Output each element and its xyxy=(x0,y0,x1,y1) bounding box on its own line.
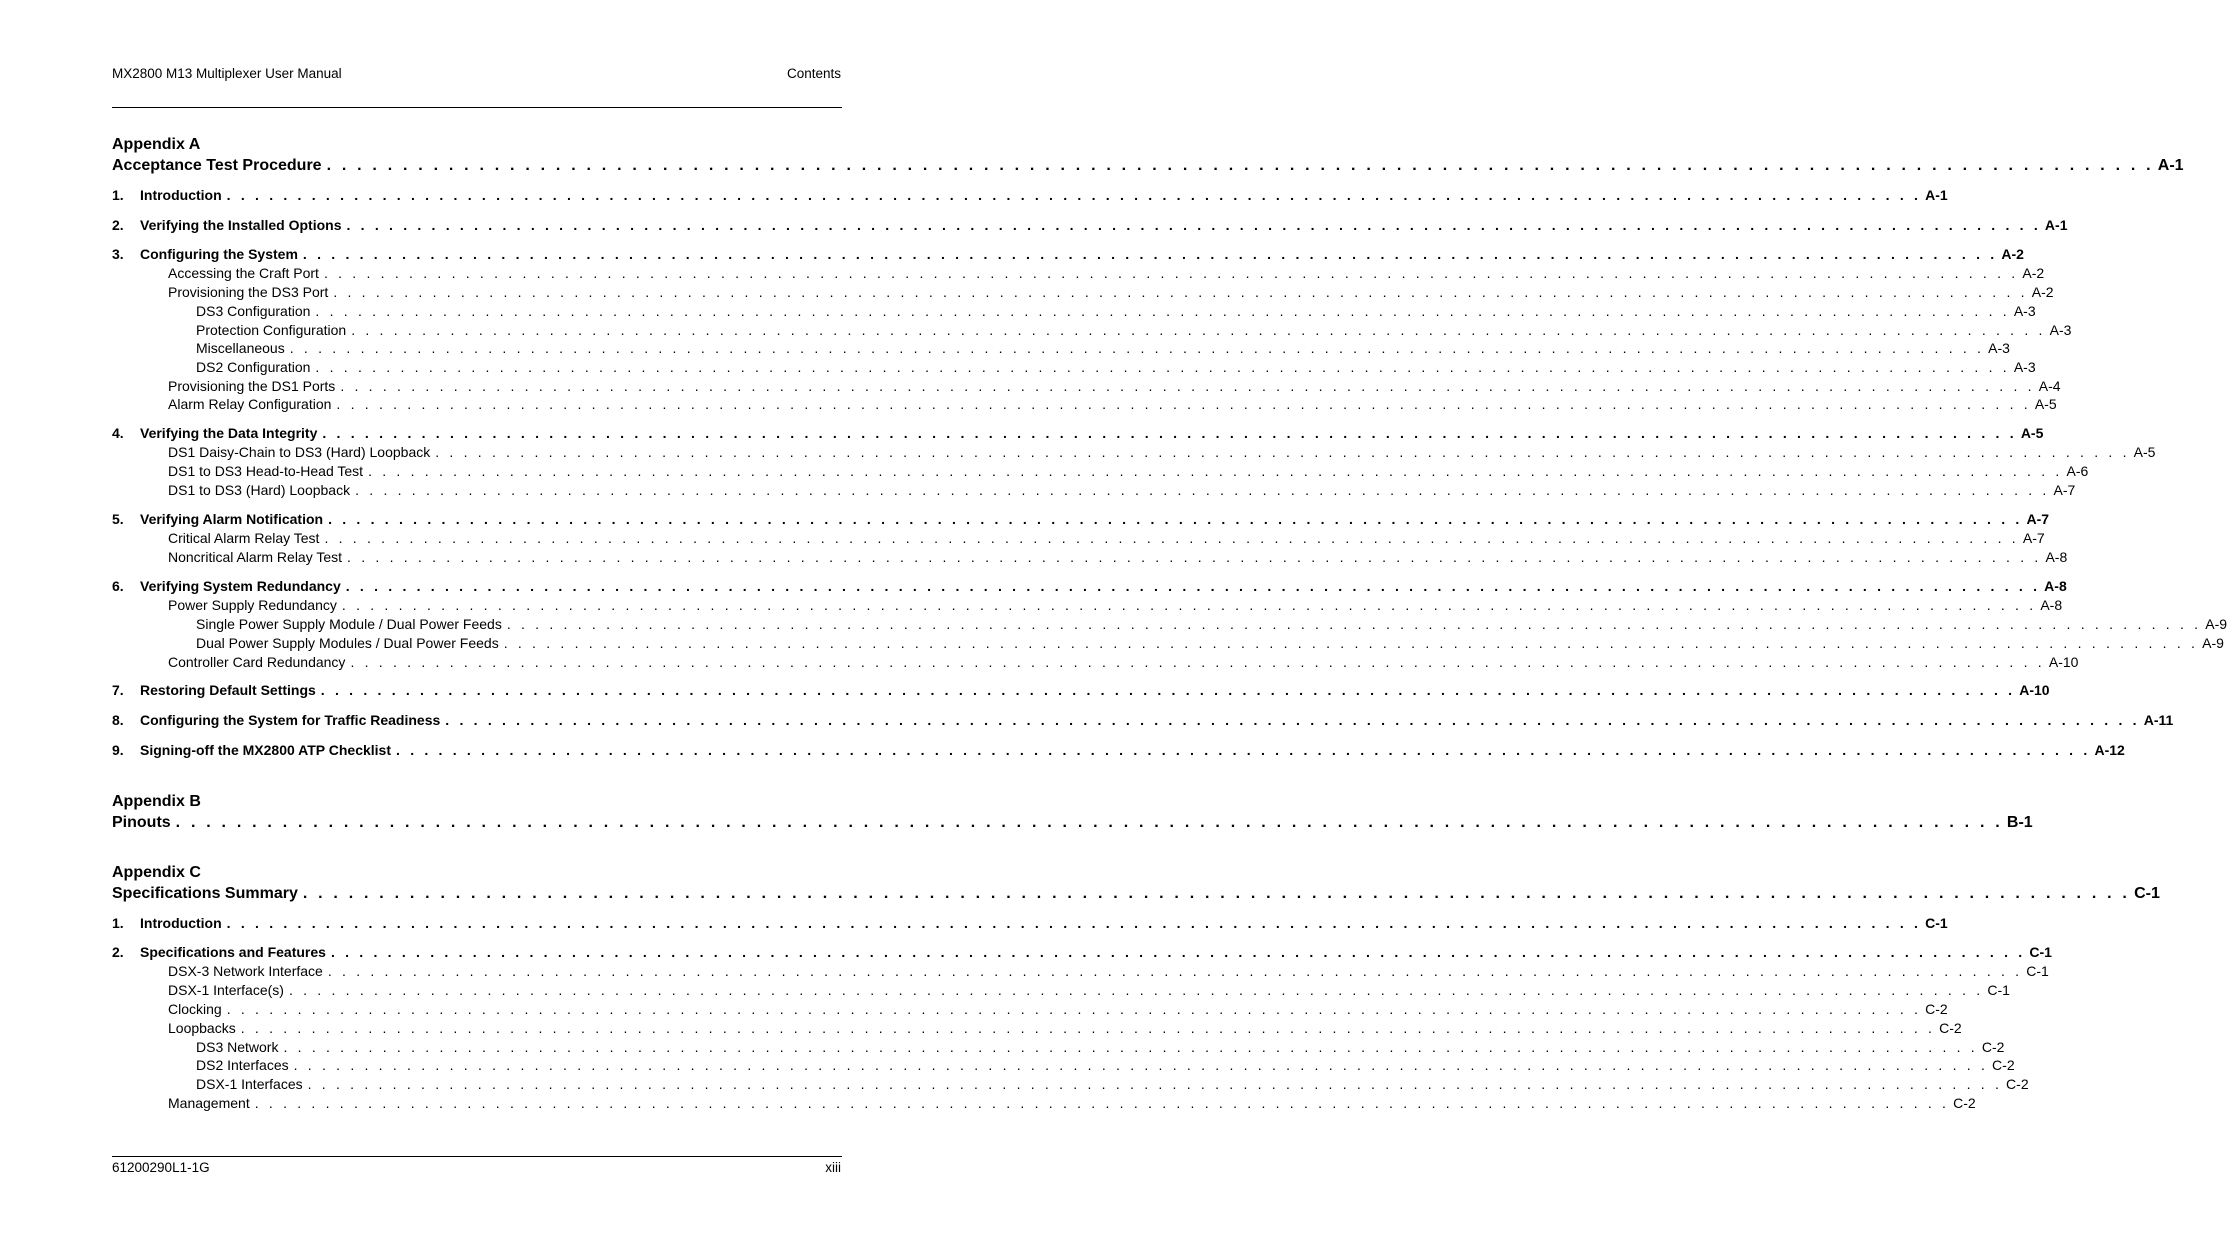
toc-entry-page: C-1 xyxy=(1925,915,1948,931)
toc-entry[interactable] xyxy=(112,358,2036,377)
toc-leader-dots: . . . . . . . . . . . . . . . . . . . . . . . . . . . . . . . . . . . . . . . . . . . . . . . . . . . . . . . . . . . . . . . . . . . . . . . . . . . . . . . . . . . . . . . . . . . . . . . . . . . . . . . . . . . . . . . . . . . . . . . . xyxy=(324,530,2019,546)
toc-entry[interactable] xyxy=(112,615,2227,634)
toc-entry-title: Power Supply Redundancy xyxy=(168,596,342,615)
toc-entry-page: A-7 xyxy=(2053,482,2076,498)
toc-entry-number: 7. xyxy=(112,682,124,698)
toc-leader-dots: . . . . . . . . . . . . . . . . . . . . . . . . . . . . . . . . . . . . . . . . . . . . . . . . . . . . . . . . . . . . . . . . . . . . . . . . . . . . . . . . . . . . . . . . . . . . . . . . . . . . . . . . . . . . . . . . . . . . . . . . xyxy=(347,549,2042,565)
toc-entry-title: DS3 Configuration xyxy=(196,302,315,321)
toc-leader-dots: . . . . . . . . . . . . . . . . . . . . . . . . . . . . . . . . . . . . . . . . . . . . . . . . . . . . . . . . . . . . . . . . . . . . . . . . . . . . . . . . . . . . . . . . . . . . . . . . . . . . . . . . . . . . . . . . . . . . . . . . xyxy=(326,157,2154,174)
toc-entry-title: DSX-1 Interface(s) xyxy=(168,981,289,1000)
toc-entry-title: Accessing the Craft Port xyxy=(168,264,324,283)
toc-leader-dots: . . . . . . . . . . . . . . . . . . . . . . . . . . . . . . . . . . . . . . . . . . . . . . . . . . . . . . . . . . . . . . . . . . . . . . . . . . . . . . . . . . . . . . . . . . . . . . . . . . . . . . . . . . . . . . . . . . . . . . . . xyxy=(346,217,2041,233)
toc-entry-title: DSX-1 Interfaces xyxy=(196,1075,308,1094)
toc-entry-title: Specifications Summary xyxy=(112,883,303,904)
toc-entry-page: C-2 xyxy=(1939,1020,1962,1036)
toc-entry-page: A-4 xyxy=(2038,378,2061,394)
toc-entry[interactable] xyxy=(112,548,2068,567)
toc-leader-dots: . . . . . . . . . . . . . . . . . . . . . . . . . . . . . . . . . . . . . . . . . . . . . . . . . . . . . . . . . . . . . . . . . . . . . . . . . . . . . . . . . . . . . . . . . . . . . . . . . . . . . . . . . . . . . . . . . . . . . . . . xyxy=(506,616,2202,632)
toc-entry-page: C-2 xyxy=(1981,1039,2005,1055)
toc-entry-number: 2. xyxy=(112,217,124,233)
toc-entry-title: DS1 to DS3 (Hard) Loopback xyxy=(168,481,355,500)
toc-entry[interactable] xyxy=(112,264,2045,283)
toc-leader-dots: . . . . . . . . . . . . . . . . . . . . . . . . . . . . . . . . . . . . . . . . . . . . . . . . . . . . . . . . . . . . . . . . . . . . . . . . . . . . . . . . . . . . . . . . . . . . . . . . . . . . . . . . . . . . . . . . . . . . . . . . xyxy=(226,187,1922,203)
toc-entry-page: A-8 xyxy=(2040,597,2063,613)
toc-leader-dots: . . . . . . . . . . . . . . . . . . . . . . . . . . . . . . . . . . . . . . . . . . . . . . . . . . . . . . . . . . . . . . . . . . . . . . . . . . . . . . . . . . . . . . . . . . . . . . . . . . . . . . . . . . . . . . . . . . . . . . . . xyxy=(226,915,1922,931)
appendix-heading: Appendix C xyxy=(112,864,201,881)
toc-leader-dots: . . . . . . . . . . . . . . . . . . . . . . . . . . . . . . . . . . . . . . . . . . . . . . . . . . . . . . . . . . . . . . . . . . . . . . . . . . . . . . . . . . . . . . . . . . . . . . . . . . . . . . . . . . . . . . . . . . . . . . . . xyxy=(368,463,2063,479)
toc-entry-page: C-2 xyxy=(2006,1076,2029,1092)
toc-entry[interactable] xyxy=(112,529,2045,548)
appendix-heading: Appendix B xyxy=(112,793,201,810)
toc-entry-page: A-5 xyxy=(2133,444,2156,460)
toc-leader-dots: . . . . . . . . . . . . . . . . . . . . . . . . . . . . . . . . . . . . . . . . . . . . . . . . . . . . . . . . . . . . . . . . . . . . . . . . . . . . . . . . . . . . . . . . . . . . . . . . . . . . . . . . . . . . . . . . . . . . . . . . xyxy=(307,1076,2003,1092)
toc-entry[interactable] xyxy=(112,1038,2005,1057)
toc-entry[interactable] xyxy=(112,1094,1976,1113)
toc-entry-title: Clocking xyxy=(168,1000,227,1019)
toc-entry-title: DSX-3 Network Interface xyxy=(168,962,328,981)
toc-entry[interactable] xyxy=(112,1000,1948,1019)
toc-entry-page: A-3 xyxy=(1988,340,2010,356)
toc-entry[interactable] xyxy=(112,245,2024,264)
toc-leader-dots: . . . . . . . . . . . . . . . . . . . . . . . . . . . . . . . . . . . . . . . . . . . . . . . . . . . . . . . . . . . . . . . . . . . . . . . . . . . . . . . . . . . . . . . . . . . . . . . . . . . . . . . . . . . . . . . . . . . . . . . . xyxy=(340,378,2035,394)
toc-entry-page: B-1 xyxy=(2006,814,2033,831)
toc-entry-page: A-10 xyxy=(2019,682,2050,698)
toc-entry-page: C-1 xyxy=(2134,885,2160,902)
footer-rule xyxy=(112,1156,842,1157)
toc-entry-page: A-5 xyxy=(2020,425,2044,441)
toc-entry[interactable] xyxy=(112,596,2063,615)
toc-leader-dots: . . . . . . . . . . . . . . . . . . . . . . . . . . . . . . . . . . . . . . . . . . . . . . . . . . . . . . . . . . . . . . . . . . . . . . . . . . . . . . . . . . . . . . . . . . . . . . . . . . . . . . . . . . . . . . . . . . . . . . . . xyxy=(226,1001,1922,1017)
toc-entry-title: Introduction xyxy=(140,186,227,205)
toc-leader-dots: . . . . . . . . . . . . . . . . . . . . . . . . . . . . . . . . . . . . . . . . . . . . . . . . . . . . . . . . . . . . . . . . . . . . . . . . . . . . . . . . . . . . . . . . . . . . . . . . . . . . . . . . . . . . . . . . . . . . . . . . xyxy=(328,511,2023,527)
toc-entry-page: A-5 xyxy=(2034,396,2057,412)
appendix-heading: Appendix A xyxy=(112,136,201,153)
toc-entry-page: C-1 xyxy=(2029,944,2052,960)
toc-entry-title: Miscellaneous xyxy=(196,339,290,358)
toc-entry[interactable] xyxy=(112,883,2160,904)
toc-leader-dots: . . . . . . . . . . . . . . . . . . . . . . . . . . . . . . . . . . . . . . . . . . . . . . . . . . . . . . . . . . . . . . . . . . . . . . . . . . . . . . . . . . . . . . . . . . . . . . . . . . . . . . . . . . . . . . . . . . . . . . . . xyxy=(341,597,2037,613)
toc-entry-page: A-6 xyxy=(2066,463,2089,479)
toc-entry-title: Alarm Relay Configuration xyxy=(168,395,336,414)
toc-entry[interactable] xyxy=(112,510,2050,529)
toc-leader-dots: . . . . . . . . . . . . . . . . . . . . . . . . . . . . . . . . . . . . . . . . . . . . . . . . . . . . . . . . . . . . . . . . . . . . . . . . . . . . . . . . . . . . . . . . . . . . . . . . . . . . . . . . . . . . . . . . . . . . . . . . xyxy=(302,246,1998,262)
toc-leader-dots: . . . . . . . . . . . . . . . . . . . . . . . . . . . . . . . . . . . . . . . . . . . . . . . . . . . . . . . . . . . . . . . . . . . . . . . . . . . . . . . . . . . . . . . . . . . . . . . . . . . . . . . . . . . . . . . . . . . . . . . . xyxy=(345,578,2041,594)
toc-entry[interactable] xyxy=(112,481,2076,500)
toc-entry-title: Acceptance Test Procedure xyxy=(112,155,327,176)
toc-entry-title: Verifying the Data Integrity xyxy=(140,424,322,443)
toc-entry-page: C-1 xyxy=(1987,982,2010,998)
toc-leader-dots: . . . . . . . . . . . . . . . . . . . . . . . . . . . . . . . . . . . . . . . . . . . . . . . . . . . . . . . . . . . . . . . . . . . . . . . . . . . . . . . . . . . . . . . . . . . . . . . . . . . . . . . . . . . . . . . . . . . . . . . . xyxy=(396,742,2091,758)
toc-leader-dots: . . . . . . . . . . . . . . . . . . . . . . . . . . . . . . . . . . . . . . . . . . . . . . . . . . . . . . . . . . . . . . . . . . . . . . . . . . . . . . . . . . . . . . . . . . . . . . . . . . . . . . . . . . . . . . . . . . . . . . . . xyxy=(175,814,2003,831)
toc-entry-number: 1. xyxy=(112,187,124,203)
toc-entry-title: Verifying the Installed Options xyxy=(140,216,346,235)
toc-entry-title: Single Power Supply Module / Dual Power Feeds xyxy=(196,615,507,634)
toc-entry-page: A-3 xyxy=(2013,303,2036,319)
toc-entry[interactable] xyxy=(112,395,2057,414)
toc-entry[interactable] xyxy=(112,741,2125,760)
toc-entry-title: Pinouts xyxy=(112,812,176,833)
toc-entry[interactable] xyxy=(112,283,2054,302)
toc-entry[interactable] xyxy=(112,1056,2015,1075)
toc-leader-dots: . . . . . . . . . . . . . . . . . . . . . . . . . . . . . . . . . . . . . . . . . . . . . . . . . . . . . . . . . . . . . . . . . . . . . . . . . . . . . . . . . . . . . . . . . . . . . . . . . . . . . . . . . . . . . . . . . . . . . . . . xyxy=(336,396,2031,412)
toc-entry[interactable] xyxy=(112,443,2156,462)
toc-entry-title: Provisioning the DS1 Ports xyxy=(168,377,340,396)
toc-leader-dots: . . . . . . . . . . . . . . . . . . . . . . . . . . . . . . . . . . . . . . . . . . . . . . . . . . . . . . . . . . . . . . . . . . . . . . . . . . . . . . . . . . . . . . . . . . . . . . . . . . . . . . . . . . . . . . . . . . . . . . . . xyxy=(315,359,2010,375)
toc-entry[interactable] xyxy=(112,653,2079,672)
toc-entry-page: A-9 xyxy=(2202,635,2224,651)
toc-entry-title: DS1 to DS3 Head-to-Head Test xyxy=(168,462,368,481)
toc-entry[interactable] xyxy=(112,302,2036,321)
toc-entry[interactable] xyxy=(112,339,2010,358)
toc-entry-page: A-11 xyxy=(2143,712,2174,728)
toc-entry[interactable] xyxy=(112,962,2049,981)
toc-entry[interactable] xyxy=(112,812,2033,833)
toc-leader-dots: . . . . . . . . . . . . . . . . . . . . . . . . . . . . . . . . . . . . . . . . . . . . . . . . . . . . . . . . . . . . . . . . . . . . . . . . . . . . . . . . . . . . . . . . . . . . . . . . . . . . . . . . . . . . . . . . . . . . . . . . xyxy=(351,322,2046,338)
toc-entry-page: C-1 xyxy=(2026,963,2049,979)
toc-entry-page: A-2 xyxy=(2001,246,2024,262)
toc-leader-dots: . . . . . . . . . . . . . . . . . . . . . . . . . . . . . . . . . . . . . . . . . . . . . . . . . . . . . . . . . . . . . . . . . . . . . . . . . . . . . . . . . . . . . . . . . . . . . . . . . . . . . . . . . . . . . . . . . . . . . . . . xyxy=(327,963,2023,979)
toc-leader-dots: . . . . . . . . . . . . . . . . . . . . . . . . . . . . . . . . . . . . . . . . . . . . . . . . . . . . . . . . . . . . . . . . . . . . . . . . . . . . . . . . . . . . . . . . . . . . . . . . . . . . . . . . . . . . . . . . . . . . . . . . xyxy=(293,1057,1989,1073)
toc-leader-dots: . . . . . . . . . . . . . . . . . . . . . . . . . . . . . . . . . . . . . . . . . . . . . . . . . . . . . . . . . . . . . . . . . . . . . . . . . . . . . . . . . . . . . . . . . . . . . . . . . . . . . . . . . . . . . . . . . . . . . . . . xyxy=(302,885,2131,902)
toc-entry-title: Controller Card Redundancy xyxy=(168,653,350,672)
toc-entry-page: A-12 xyxy=(2094,742,2125,758)
toc-entry-title: Dual Power Supply Modules / Dual Power Feeds xyxy=(196,634,504,653)
toc-entry[interactable] xyxy=(112,1019,1962,1038)
toc-entry[interactable] xyxy=(112,981,2010,1000)
page-number: xiii xyxy=(825,1160,841,1175)
toc-entry-number: 2. xyxy=(112,944,124,960)
toc-entry[interactable] xyxy=(112,186,1948,205)
toc-entry-page: A-3 xyxy=(2013,359,2036,375)
toc-entry-number: 4. xyxy=(112,425,124,441)
running-header-section: Contents xyxy=(786,66,841,81)
toc-entry-page: C-2 xyxy=(1953,1095,1976,1111)
toc-entry-number: 6. xyxy=(112,578,124,594)
toc-entry[interactable] xyxy=(112,914,1948,933)
toc-leader-dots: . . . . . . . . . . . . . . . . . . . . . . . . . . . . . . . . . . . . . . . . . . . . . . . . . . . . . . . . . . . . . . . . . . . . . . . . . . . . . . . . . . . . . . . . . . . . . . . . . . . . . . . . . . . . . . . . . . . . . . . . xyxy=(254,1095,1950,1111)
toc-entry-page: A-1 xyxy=(2044,217,2068,233)
toc-leader-dots: . . . . . . . . . . . . . . . . . . . . . . . . . . . . . . . . . . . . . . . . . . . . . . . . . . . . . . . . . . . . . . . . . . . . . . . . . . . . . . . . . . . . . . . . . . . . . . . . . . . . . . . . . . . . . . . . . . . . . . . . xyxy=(323,265,2019,281)
toc-entry-page: A-2 xyxy=(2031,284,2054,300)
toc-entry-title: Provisioning the DS3 Port xyxy=(168,283,333,302)
toc-entry-title: DS1 Daisy-Chain to DS3 (Hard) Loopback xyxy=(168,443,435,462)
toc-entry-page: A-1 xyxy=(2157,157,2184,174)
toc-entry[interactable] xyxy=(112,216,2068,235)
toc-leader-dots: . . . . . . . . . . . . . . . . . . . . . . . . . . . . . . . . . . . . . . . . . . . . . . . . . . . . . . . . . . . . . . . . . . . . . . . . . . . . . . . . . . . . . . . . . . . . . . . . . . . . . . . . . . . . . . . . . . . . . . . . xyxy=(355,482,2050,498)
toc-entry[interactable] xyxy=(112,943,2052,962)
toc-entry-title: Management xyxy=(168,1094,255,1113)
toc-entry[interactable] xyxy=(112,1075,2029,1094)
toc-entry-page: A-10 xyxy=(2048,654,2079,670)
toc-entry[interactable] xyxy=(112,321,2072,340)
toc-entry[interactable] xyxy=(112,577,2067,596)
toc-entry-title: Introduction xyxy=(140,914,227,933)
toc-entry-title: Verifying Alarm Notification xyxy=(140,510,328,529)
header-rule xyxy=(112,107,842,108)
toc-entry-title: DS2 Interfaces xyxy=(196,1056,294,1075)
toc-entry[interactable] xyxy=(112,155,2184,176)
toc-entry[interactable] xyxy=(112,711,2174,730)
toc-entry[interactable] xyxy=(112,424,2044,443)
toc-leader-dots: . . . . . . . . . . . . . . . . . . . . . . . . . . . . . . . . . . . . . . . . . . . . . . . . . . . . . . . . . . . . . . . . . . . . . . . . . . . . . . . . . . . . . . . . . . . . . . . . . . . . . . . . . . . . . . . . . . . . . . . . xyxy=(322,425,2017,441)
toc-entry-number: 9. xyxy=(112,742,124,758)
toc-entry-title: Critical Alarm Relay Test xyxy=(168,529,324,548)
toc-entry-page: A-7 xyxy=(2026,511,2050,527)
toc-entry-page: A-8 xyxy=(2045,549,2068,565)
toc-entry-title: Configuring the System xyxy=(140,245,303,264)
toc-leader-dots: . . . . . . . . . . . . . . . . . . . . . . . . . . . . . . . . . . . . . . . . . . . . . . . . . . . . . . . . . . . . . . . . . . . . . . . . . . . . . . . . . . . . . . . . . . . . . . . . . . . . . . . . . . . . . . . . . . . . . . . . xyxy=(330,944,2026,960)
toc-entry-title: Loopbacks xyxy=(168,1019,241,1038)
toc-leader-dots: . . . . . . . . . . . . . . . . . . . . . . . . . . . . . . . . . . . . . . . . . . . . . . . . . . . . . . . . . . . . . . . . . . . . . . . . . . . . . . . . . . . . . . . . . . . . . . . . . . . . . . . . . . . . . . . . . . . . . . . . xyxy=(320,682,2016,698)
toc-entry[interactable] xyxy=(112,681,2050,700)
toc-entry-number: 8. xyxy=(112,712,124,728)
toc-leader-dots: . . . . . . . . . . . . . . . . . . . . . . . . . . . . . . . . . . . . . . . . . . . . . . . . . . . . . . . . . . . . . . . . . . . . . . . . . . . . . . . . . . . . . . . . . . . . . . . . . . . . . . . . . . . . . . . . . . . . . . . . xyxy=(350,654,2045,670)
toc-entry-title: DS2 Configuration xyxy=(196,358,315,377)
toc-entry-title: Specifications and Features xyxy=(140,943,331,962)
toc-entry-title: DS3 Network xyxy=(196,1038,283,1057)
toc-entry-page: A-1 xyxy=(1925,187,1948,203)
toc-leader-dots: . . . . . . . . . . . . . . . . . . . . . . . . . . . . . . . . . . . . . . . . . . . . . . . . . . . . . . . . . . . . . . . . . . . . . . . . . . . . . . . . . . . . . . . . . . . . . . . . . . . . . . . . . . . . . . . . . . . . . . . . xyxy=(288,982,1984,998)
toc-leader-dots: . . . . . . . . . . . . . . . . . . . . . . . . . . . . . . . . . . . . . . . . . . . . . . . . . . . . . . . . . . . . . . . . . . . . . . . . . . . . . . . . . . . . . . . . . . . . . . . . . . . . . . . . . . . . . . . . . . . . . . . . xyxy=(315,303,2010,319)
document-number: 61200290L1-1G xyxy=(112,1160,210,1175)
toc-leader-dots: . . . . . . . . . . . . . . . . . . . . . . . . . . . . . . . . . . . . . . . . . . . . . . . . . . . . . . . . . . . . . . . . . . . . . . . . . . . . . . . . . . . . . . . . . . . . . . . . . . . . . . . . . . . . . . . . . . . . . . . . xyxy=(435,444,2130,460)
toc-entry-title: Protection Configuration xyxy=(196,321,351,340)
toc-entry-page: A-7 xyxy=(2022,530,2045,546)
toc-entry-title: Signing-off the MX2800 ATP Checklist xyxy=(140,741,396,760)
running-header-title: MX2800 M13 Multiplexer User Manual xyxy=(112,66,342,81)
toc-entry-title: Verifying System Redundancy xyxy=(140,577,346,596)
toc-entry-number: 3. xyxy=(112,246,124,262)
toc-entry[interactable] xyxy=(112,377,2061,396)
toc-leader-dots: . . . . . . . . . . . . . . . . . . . . . . . . . . . . . . . . . . . . . . . . . . . . . . . . . . . . . . . . . . . . . . . . . . . . . . . . . . . . . . . . . . . . . . . . . . . . . . . . . . . . . . . . . . . . . . . . . . . . . . . . xyxy=(445,712,2140,728)
toc-entry-page: A-8 xyxy=(2044,578,2067,594)
toc-entry-page: A-9 xyxy=(2205,616,2227,632)
toc-leader-dots: . . . . . . . . . . . . . . . . . . . . . . . . . . . . . . . . . . . . . . . . . . . . . . . . . . . . . . . . . . . . . . . . . . . . . . . . . . . . . . . . . . . . . . . . . . . . . . . . . . . . . . . . . . . . . . . . . . . . . . . . xyxy=(333,284,2028,300)
toc-entry-page: C-2 xyxy=(1992,1057,2015,1073)
toc-leader-dots: . . . . . . . . . . . . . . . . . . . . . . . . . . . . . . . . . . . . . . . . . . . . . . . . . . . . . . . . . . . . . . . . . . . . . . . . . . . . . . . . . . . . . . . . . . . . . . . . . . . . . . . . . . . . . . . . . . . . . . . . xyxy=(240,1020,1936,1036)
toc-entry[interactable] xyxy=(112,462,2089,481)
toc-entry-page: A-2 xyxy=(2022,265,2045,281)
toc-entry-title: Configuring the System for Traffic Readiness xyxy=(140,711,445,730)
toc-entry-page: C-2 xyxy=(1925,1001,1948,1017)
toc-leader-dots: . . . . . . . . . . . . . . . . . . . . . . . . . . . . . . . . . . . . . . . . . . . . . . . . . . . . . . . . . . . . . . . . . . . . . . . . . . . . . . . . . . . . . . . . . . . . . . . . . . . . . . . . . . . . . . . . . . . . . . . . xyxy=(503,635,2199,651)
toc-leader-dots: . . . . . . . . . . . . . . . . . . . . . . . . . . . . . . . . . . . . . . . . . . . . . . . . . . . . . . . . . . . . . . . . . . . . . . . . . . . . . . . . . . . . . . . . . . . . . . . . . . . . . . . . . . . . . . . . . . . . . . . . xyxy=(289,340,1985,356)
toc-entry-number: 1. xyxy=(112,915,124,931)
toc-entry-title: Noncritical Alarm Relay Test xyxy=(168,548,347,567)
toc-entry-number: 5. xyxy=(112,511,124,527)
toc-entry-title: Restoring Default Settings xyxy=(140,681,321,700)
toc-entry-page: A-3 xyxy=(2049,322,2072,338)
toc-leader-dots: . . . . . . . . . . . . . . . . . . . . . . . . . . . . . . . . . . . . . . . . . . . . . . . . . . . . . . . . . . . . . . . . . . . . . . . . . . . . . . . . . . . . . . . . . . . . . . . . . . . . . . . . . . . . . . . . . . . . . . . . xyxy=(283,1039,1978,1055)
toc-entry[interactable] xyxy=(112,634,2224,653)
